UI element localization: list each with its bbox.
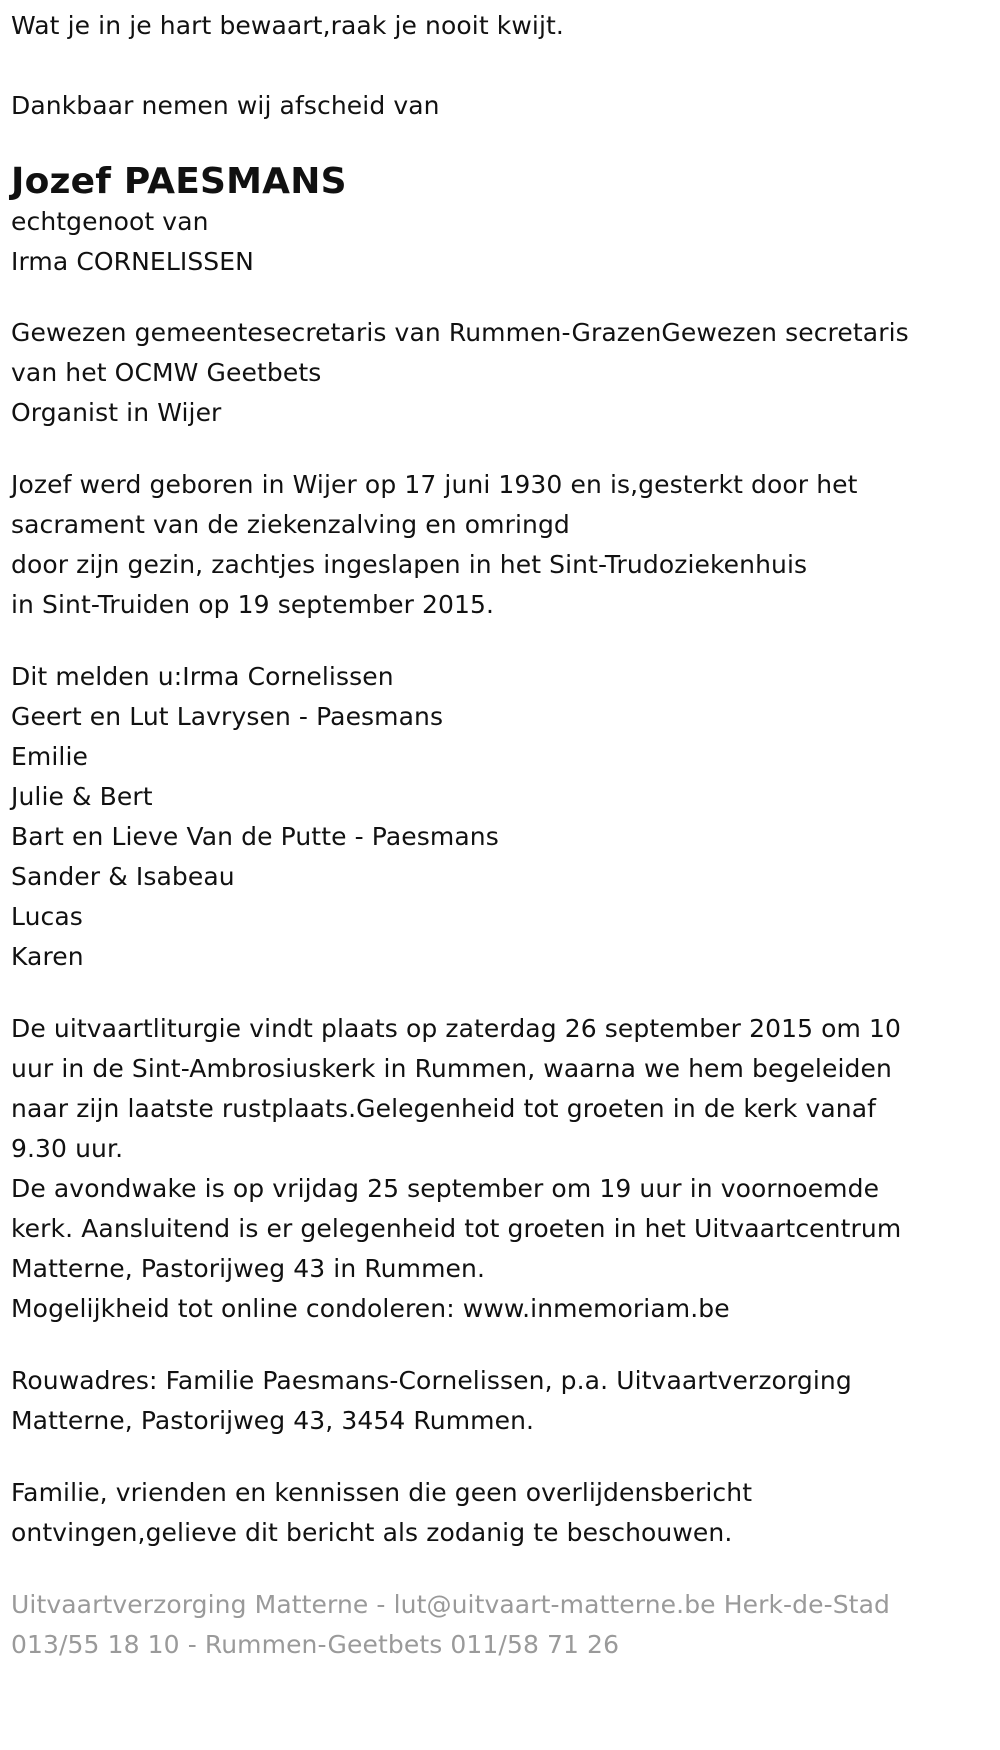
biography-line: sacrament van de ziekenzalving en omringd	[11, 510, 570, 539]
funeral-director-footer	[11, 1585, 1000, 1665]
intro-text: Dankbaar nemen wij afscheid van	[11, 91, 440, 120]
notice-line: ontvingen,gelieve dit bericht als zodanig te beschouwen.	[11, 1518, 733, 1547]
biography-line: door zijn gezin, zachtjes ingeslapen in het Sint-Trudoziekenhuis	[11, 550, 808, 579]
biography-line: in Sint-Truiden op 19 september 2015.	[11, 590, 495, 619]
function-line: van het OCMW Geetbets	[11, 358, 322, 387]
deceased-name: Jozef PAESMANS	[11, 161, 347, 202]
obituary-page	[0, 6, 1000, 1750]
announcer-line: Julie & Bert	[11, 782, 153, 811]
footer-line: Uitvaartverzorging Matterne - lut@uitvaart-matterne.be Herk-de-Stad	[11, 1590, 890, 1619]
notice-line: Familie, vrienden en kennissen die geen overlijdensbericht	[11, 1478, 753, 1507]
biography-block	[11, 465, 1000, 625]
announcer-line: Dit melden u:Irma Cornelissen	[11, 662, 394, 691]
announcer-line: Bart en Lieve Van de Putte - Paesmans	[11, 822, 499, 851]
announcer-line: Geert en Lut Lavrysen - Paesmans	[11, 702, 444, 731]
ceremony-block	[11, 1009, 1000, 1329]
announcer-line: Sander & Isabeau	[11, 862, 235, 891]
relation-block	[11, 202, 1000, 282]
spacer	[11, 1329, 1000, 1361]
announcers-block	[11, 657, 1000, 977]
functions-block	[11, 313, 1000, 433]
spacer	[11, 1553, 1000, 1585]
spacer	[11, 46, 1000, 86]
notice-block	[11, 1473, 1000, 1553]
spacer	[11, 282, 1000, 313]
spacer	[11, 1441, 1000, 1473]
footer-line: 013/55 18 10 - Rummen-Geetbets 011/58 71 26	[11, 1630, 620, 1659]
address-block	[11, 1361, 1000, 1441]
announcer-line: Lucas	[11, 902, 83, 931]
spacer	[11, 433, 1000, 465]
biography-line: Jozef werd geboren in Wijer op 17 juni 1930 en is,gesterkt door het	[11, 470, 858, 499]
motto: Wat je in je hart bewaart,raak je nooit kwijt.	[11, 11, 564, 40]
ceremony-line: De uitvaartliturgie vindt plaats op zaterdag 26 september 2015 om 10	[11, 1014, 902, 1043]
ceremony-line: uur in de Sint-Ambrosiuskerk in Rummen, waarna we hem begeleiden	[11, 1054, 892, 1083]
spacer	[11, 625, 1000, 657]
announcer-line: Emilie	[11, 742, 88, 771]
ceremony-line: De avondwake is op vrijdag 25 september om 19 uur in voornoemde	[11, 1174, 880, 1203]
address-line: Matterne, Pastorijweg 43, 3454 Rummen.	[11, 1406, 535, 1435]
announcer-line: Karen	[11, 942, 84, 971]
spacer	[11, 977, 1000, 1009]
condolence-line: Mogelijkheid tot online condoleren: www.inmemoriam.be	[11, 1294, 730, 1323]
ceremony-line: naar zijn laatste rustplaats.Gelegenheid tot groeten in de kerk vanaf	[11, 1094, 877, 1123]
ceremony-line: Matterne, Pastorijweg 43 in Rummen.	[11, 1254, 486, 1283]
ceremony-line: 9.30 uur.	[11, 1134, 124, 1163]
function-line: Organist in Wijer	[11, 398, 222, 427]
ceremony-line: kerk. Aansluitend is er gelegenheid tot groeten in het Uitvaartcentrum	[11, 1214, 902, 1243]
spacer	[11, 126, 1000, 154]
relation-line: echtgenoot van	[11, 207, 209, 236]
spouse-name: Irma CORNELISSEN	[11, 247, 254, 276]
function-line: Gewezen gemeentesecretaris van Rummen-GrazenGewezen secretaris	[11, 318, 909, 347]
address-line: Rouwadres: Familie Paesmans-Cornelissen, p.a. Uitvaartverzorging	[11, 1366, 852, 1395]
